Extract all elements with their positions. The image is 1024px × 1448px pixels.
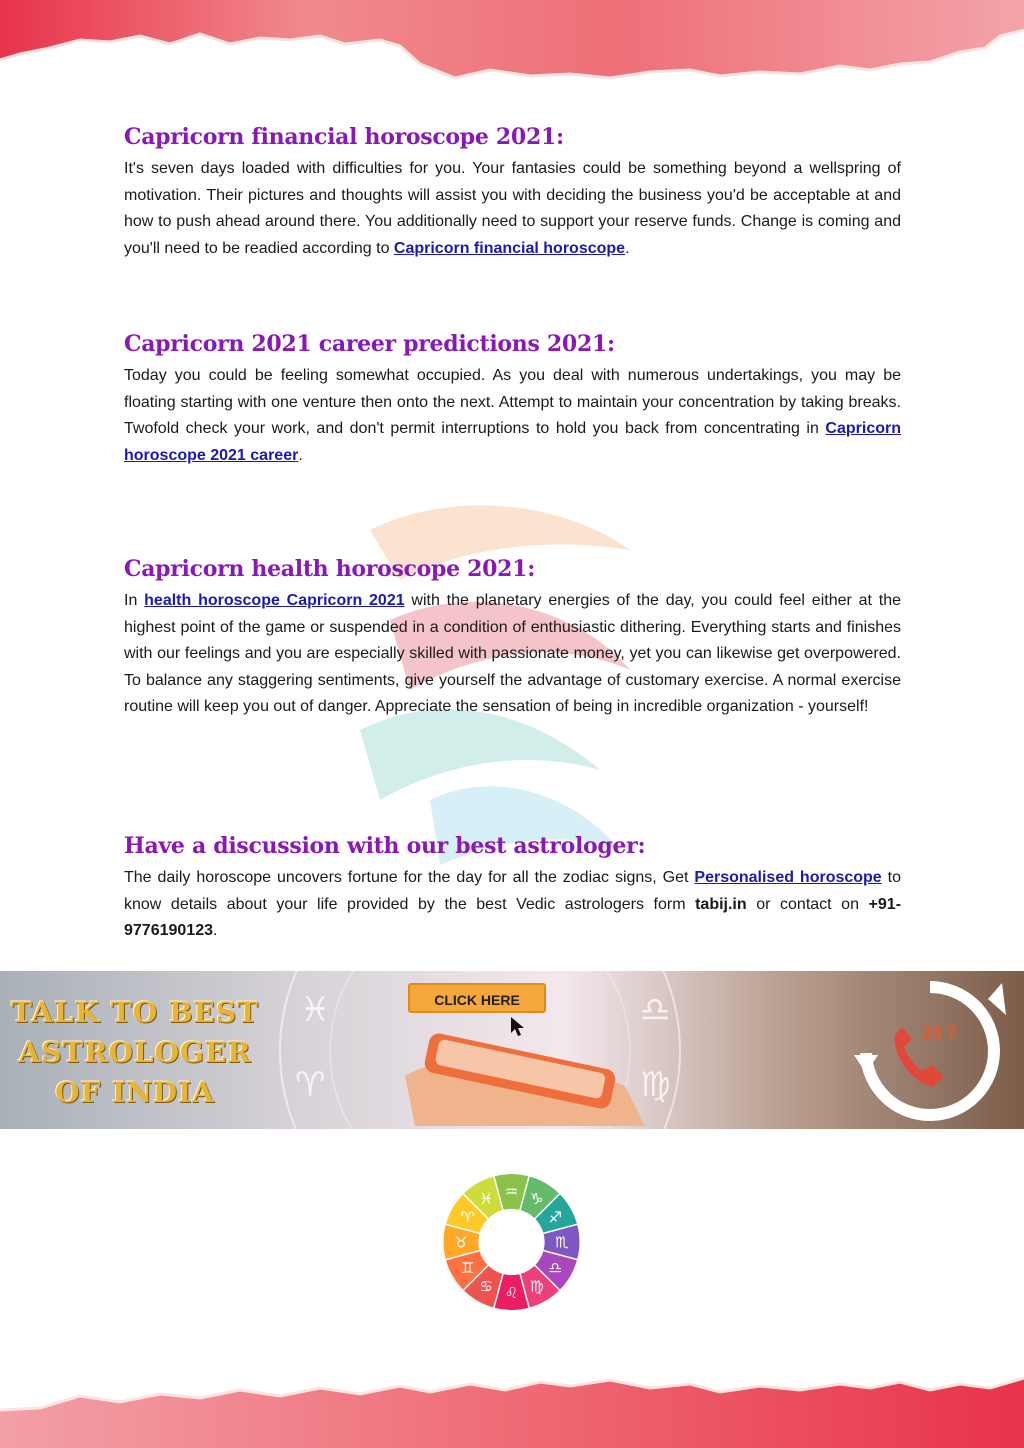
phone-icon (840, 973, 1020, 1129)
capricorn-financial-horoscope-link[interactable]: Capricorn financial horoscope (393, 239, 626, 257)
zodiac-glyph: ♍ (529, 1277, 544, 1296)
zodiac-glyph: ♋ (479, 1277, 494, 1296)
zodiac-glyph: ♒ (504, 1183, 519, 1202)
section-body: In health horoscope Capricorn 2021 with the planetary energies of the day, you could feel either at the highest point of the game or suspended in a condition of enthusiastic dithering. Everything starts and finishes with our feelings and you are especially skilled with passionate money, yet you can likewise get overpowered. To balance any staggering sentiments, give yourself the advantage of customary exercise. A normal exercise routine will keep you out of danger. Appreciate the sensation of being in incredible organization - yourself! (124, 592, 901, 715)
section-heading: Capricorn health horoscope 2021: (124, 556, 536, 582)
capricorn-career-horoscope-link[interactable]: Capricorn horoscope 2021 career (124, 420, 901, 464)
zodiac-glyph: ♓ (479, 1189, 494, 1208)
zodiac-glyph: ♊ (460, 1258, 475, 1277)
svg-text:♈: ♈ (295, 1065, 326, 1105)
zodiac-wheel-icon (440, 1167, 583, 1317)
section-discussion (124, 833, 901, 945)
health-horoscope-link[interactable]: health horoscope Capricorn 2021 (144, 592, 405, 609)
banner-title: TALK TO BEST ASTROLOGER OF INDIA (11, 996, 259, 1109)
torn-paper-bottom-decoration (0, 1338, 1024, 1448)
section-financial (124, 124, 901, 262)
zodiac-glyph: ♎ (548, 1258, 563, 1277)
personalised-horoscope-link[interactable]: Personalised horoscope (694, 869, 882, 886)
section-heading: Have a discussion with our best astrologer: (124, 833, 646, 859)
click-here-button[interactable]: CLICK HERE (408, 983, 546, 1013)
torn-paper-top-decoration (0, 0, 1024, 95)
section-body: Today you could be feeling somewhat occupied. As you deal with numerous undertakings, you may be floating starting with one venture then onto the next. Attempt to maintain your concentration by taking breaks. Twofold check your work, and don't permit interruptions to hold you back from concentrating in Capricorn horoscope 2021 career. (124, 367, 901, 464)
svg-text:♎: ♎ (640, 990, 671, 1030)
24-7-badge: 24 7 (922, 1023, 958, 1043)
talk-to-astrologer-banner[interactable] (0, 971, 1024, 1129)
section-health (124, 556, 901, 721)
cursor-icon (508, 1015, 530, 1037)
section-career (124, 331, 901, 469)
zodiac-glyph: ♈ (460, 1208, 475, 1227)
section-heading: Capricorn 2021 career predictions 2021: (124, 331, 615, 357)
section-body: The daily horoscope uncovers fortune for the day for all the zodiac signs, Get Personalised horoscope to know details about your life provided by the best Vedic astrologers form tabij.in or contact on +91-9776190123. (124, 869, 902, 939)
zodiac-glyph: ♐ (548, 1208, 563, 1227)
section-body: It's seven days loaded with difficulties for you. Your fantasies could be something beyond a wellspring of motivation. Their pictures and thoughts will assist you with deciding the business you'd be acceptable at and how to push ahead around there. You additionally need to support your reserve funds. Change is coming and you'll need to be readied according to Capricorn financial horoscope. (124, 160, 901, 257)
zodiac-glyph: ♌ (504, 1284, 519, 1303)
zodiac-glyph: ♏ (555, 1233, 569, 1252)
zodiac-glyph: ♉ (454, 1233, 468, 1252)
phone-number: +91-9776190123 (124, 895, 902, 939)
site-name: tabij.in (695, 895, 747, 913)
zodiac-glyph: ♑ (529, 1189, 544, 1208)
svg-text:♍: ♍ (640, 1065, 671, 1105)
svg-text:♓: ♓ (300, 990, 331, 1030)
section-heading: Capricorn financial horoscope 2021: (124, 124, 564, 150)
